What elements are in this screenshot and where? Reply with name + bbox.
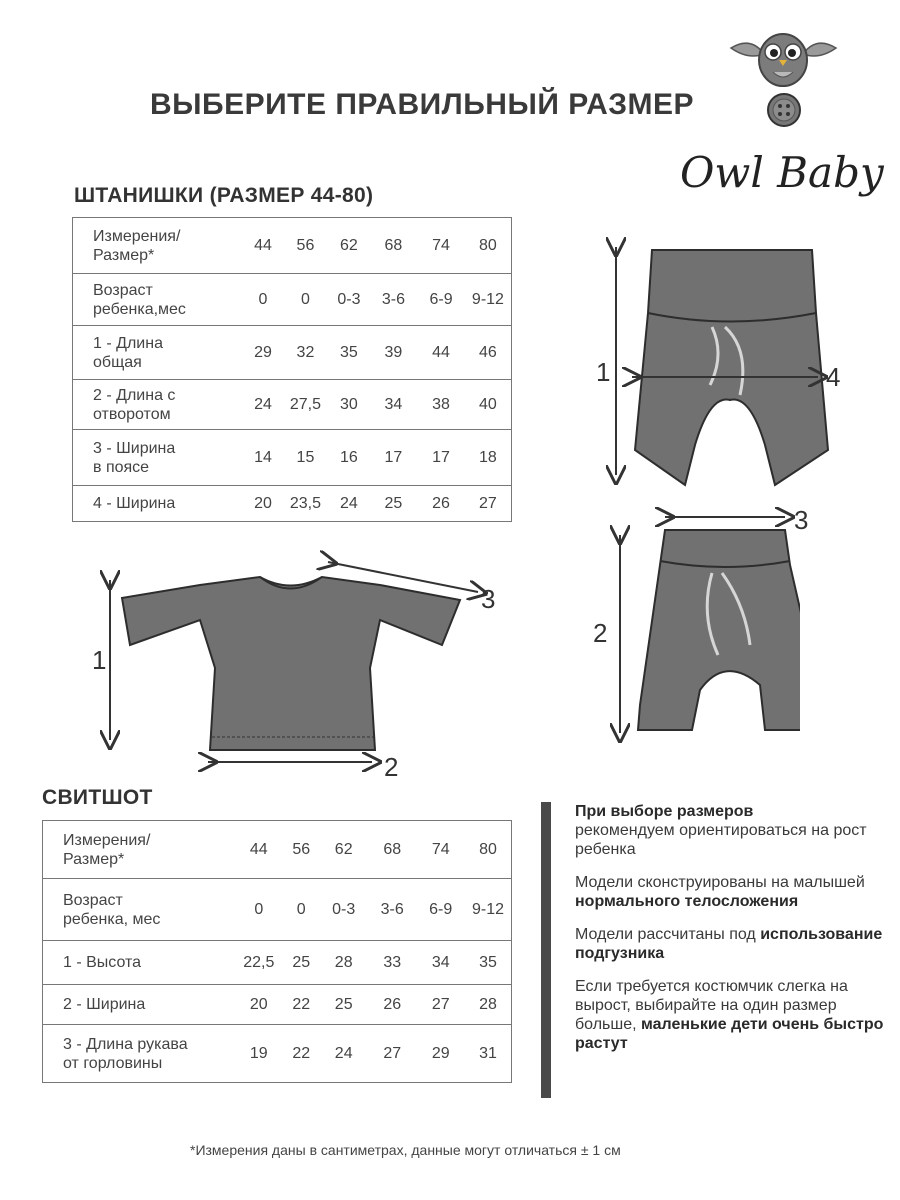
pants-cell: 15 bbox=[283, 430, 329, 486]
sweatshirt-cell: 22 bbox=[283, 985, 319, 1025]
pants-cell: 17 bbox=[417, 430, 465, 486]
sweatshirt-cell: 44 bbox=[235, 821, 284, 879]
pants-front-diagram bbox=[600, 235, 860, 495]
sweatshirt-cell: 33 bbox=[368, 941, 417, 985]
pants-cell: 25 bbox=[370, 486, 418, 522]
sweatshirt-cell: 29 bbox=[416, 1025, 465, 1083]
brand-name: Owl Baby bbox=[680, 148, 884, 197]
sweatshirt-cell: 25 bbox=[283, 941, 319, 985]
sweatshirt-size-table bbox=[42, 820, 512, 1083]
pants-row-label: 4 - Ширина bbox=[73, 486, 244, 522]
sweatshirt-cell: 80 bbox=[465, 821, 512, 879]
sweatshirt-row bbox=[43, 879, 512, 941]
pants-side-label-2: 2 bbox=[593, 618, 608, 648]
page-title: ВЫБЕРИТЕ ПРАВИЛЬНЫЙ РАЗМЕР bbox=[150, 88, 695, 121]
pants-cell: 34 bbox=[370, 380, 418, 430]
pants-cell: 32 bbox=[283, 326, 329, 380]
pants-side-label-3: 3 bbox=[794, 505, 809, 535]
sweatshirt-row-label: 2 - Ширина bbox=[43, 985, 235, 1025]
sweatshirt-cell: 28 bbox=[319, 941, 368, 985]
pants-section-title: ШТАНИШКИ (РАЗМЕР 44-80) bbox=[74, 184, 374, 207]
pants-row-label: 2 - Длина с отворотом bbox=[73, 380, 244, 430]
pants-row bbox=[73, 326, 512, 380]
pants-cell: 18 bbox=[465, 430, 512, 486]
sweatshirt-row-label: Возраст ребенка, мес bbox=[43, 879, 235, 941]
sweatshirt-cell: 27 bbox=[368, 1025, 417, 1083]
sweatshirt-row bbox=[43, 1025, 512, 1083]
sweatshirt-row bbox=[43, 941, 512, 985]
note-1: При выборе размеров рекомендуем ориентироваться на рост ребенка bbox=[575, 803, 867, 858]
sweatshirt-cell: 22 bbox=[283, 1025, 319, 1083]
pants-size-table bbox=[72, 217, 512, 522]
pants-cell: 30 bbox=[328, 380, 369, 430]
sweatshirt-cell: 6-9 bbox=[416, 879, 465, 941]
sweatshirt-cell: 3-6 bbox=[368, 879, 417, 941]
pants-row-label: 3 - Ширина в поясе bbox=[73, 430, 244, 486]
shirt-label-3: 3 bbox=[481, 584, 496, 614]
pants-row bbox=[73, 430, 512, 486]
pants-cell: 27 bbox=[465, 486, 512, 522]
pants-cell: 17 bbox=[370, 430, 418, 486]
pants-cell: 44 bbox=[243, 218, 282, 274]
pants-cell: 46 bbox=[465, 326, 512, 380]
pants-cell: 27,5 bbox=[283, 380, 329, 430]
sweatshirt-diagram bbox=[100, 550, 500, 790]
pants-cell: 40 bbox=[465, 380, 512, 430]
sweatshirt-section-title: СВИТШОТ bbox=[42, 786, 153, 809]
sweatshirt-shape bbox=[122, 577, 460, 750]
pants-cell: 0 bbox=[243, 274, 282, 326]
pants-front-label-4: 4 bbox=[826, 362, 841, 392]
sweatshirt-cell: 0 bbox=[235, 879, 284, 941]
note-4: Если требуется костюмчик слегка на вырост, выбирайте на один размер больше, маленькие дети очень быстро растут bbox=[575, 978, 884, 1052]
pants-cell: 35 bbox=[328, 326, 369, 380]
shirt-label-1: 1 bbox=[92, 645, 107, 675]
sweatshirt-cell: 20 bbox=[235, 985, 284, 1025]
sweatshirt-row bbox=[43, 821, 512, 879]
pants-cell: 24 bbox=[243, 380, 282, 430]
shirt-label-2: 2 bbox=[384, 752, 399, 782]
sweatshirt-cell: 0 bbox=[283, 879, 319, 941]
pants-cell: 20 bbox=[243, 486, 282, 522]
pants-cell: 38 bbox=[417, 380, 465, 430]
pants-cell: 80 bbox=[465, 218, 512, 274]
sweatshirt-row-label: 1 - Высота bbox=[43, 941, 235, 985]
pants-cell: 26 bbox=[417, 486, 465, 522]
pants-row-label: Возраст ребенка,мес bbox=[73, 274, 244, 326]
note-3: Модели рассчитаны под использование подгузника bbox=[575, 926, 883, 962]
pants-cell: 23,5 bbox=[283, 486, 329, 522]
pants-cell: 39 bbox=[370, 326, 418, 380]
pants-cell: 24 bbox=[328, 486, 369, 522]
pants-cell: 29 bbox=[243, 326, 282, 380]
sweatshirt-cell: 19 bbox=[235, 1025, 284, 1083]
sizing-notes bbox=[575, 802, 895, 1067]
sweatshirt-cell: 34 bbox=[416, 941, 465, 985]
pants-row bbox=[73, 486, 512, 522]
pants-cell: 56 bbox=[283, 218, 329, 274]
sweatshirt-cell: 28 bbox=[465, 985, 512, 1025]
pants-cell: 14 bbox=[243, 430, 282, 486]
pants-side-diagram bbox=[600, 505, 800, 745]
sweatshirt-cell: 27 bbox=[416, 985, 465, 1025]
sweatshirt-row-label: Измерения/ Размер* bbox=[43, 821, 235, 879]
sweatshirt-cell: 35 bbox=[465, 941, 512, 985]
pants-row bbox=[73, 274, 512, 326]
pants-cell: 0 bbox=[283, 274, 329, 326]
pants-row bbox=[73, 380, 512, 430]
pants-row-label: 1 - Длина общая bbox=[73, 326, 244, 380]
sweatshirt-cell: 26 bbox=[368, 985, 417, 1025]
pants-row bbox=[73, 218, 512, 274]
pants-cell: 6-9 bbox=[417, 274, 465, 326]
measurement-footnote: *Измерения даны в сантиметрах, данные могут отличаться ± 1 см bbox=[190, 1142, 621, 1158]
pants-cell: 0-3 bbox=[328, 274, 369, 326]
sweatshirt-row bbox=[43, 985, 512, 1025]
pants-cell: 74 bbox=[417, 218, 465, 274]
pants-cell: 68 bbox=[370, 218, 418, 274]
pants-cell: 62 bbox=[328, 218, 369, 274]
sweatshirt-cell: 31 bbox=[465, 1025, 512, 1083]
sweatshirt-cell: 62 bbox=[319, 821, 368, 879]
sweatshirt-cell: 56 bbox=[283, 821, 319, 879]
sweatshirt-cell: 22,5 bbox=[235, 941, 284, 985]
notes-accent-bar bbox=[541, 802, 551, 1098]
pants-cell: 44 bbox=[417, 326, 465, 380]
sweatshirt-cell: 0-3 bbox=[319, 879, 368, 941]
pants-cell: 3-6 bbox=[370, 274, 418, 326]
sweatshirt-row-label: 3 - Длина рукава от горловины bbox=[43, 1025, 235, 1083]
pants-cell: 9-12 bbox=[465, 274, 512, 326]
pants-row-label: Измерения/ Размер* bbox=[73, 218, 244, 274]
sweatshirt-cell: 68 bbox=[368, 821, 417, 879]
pants-cell: 16 bbox=[328, 430, 369, 486]
sweatshirt-cell: 24 bbox=[319, 1025, 368, 1083]
pants-front-label-1: 1 bbox=[596, 357, 611, 387]
sweatshirt-cell: 25 bbox=[319, 985, 368, 1025]
pants-front-shape bbox=[635, 250, 828, 485]
pants-side-shape bbox=[638, 530, 800, 730]
note-2: Модели сконструированы на малышей нормального телосложения bbox=[575, 874, 865, 910]
sweatshirt-cell: 74 bbox=[416, 821, 465, 879]
sweatshirt-cell: 9-12 bbox=[465, 879, 512, 941]
